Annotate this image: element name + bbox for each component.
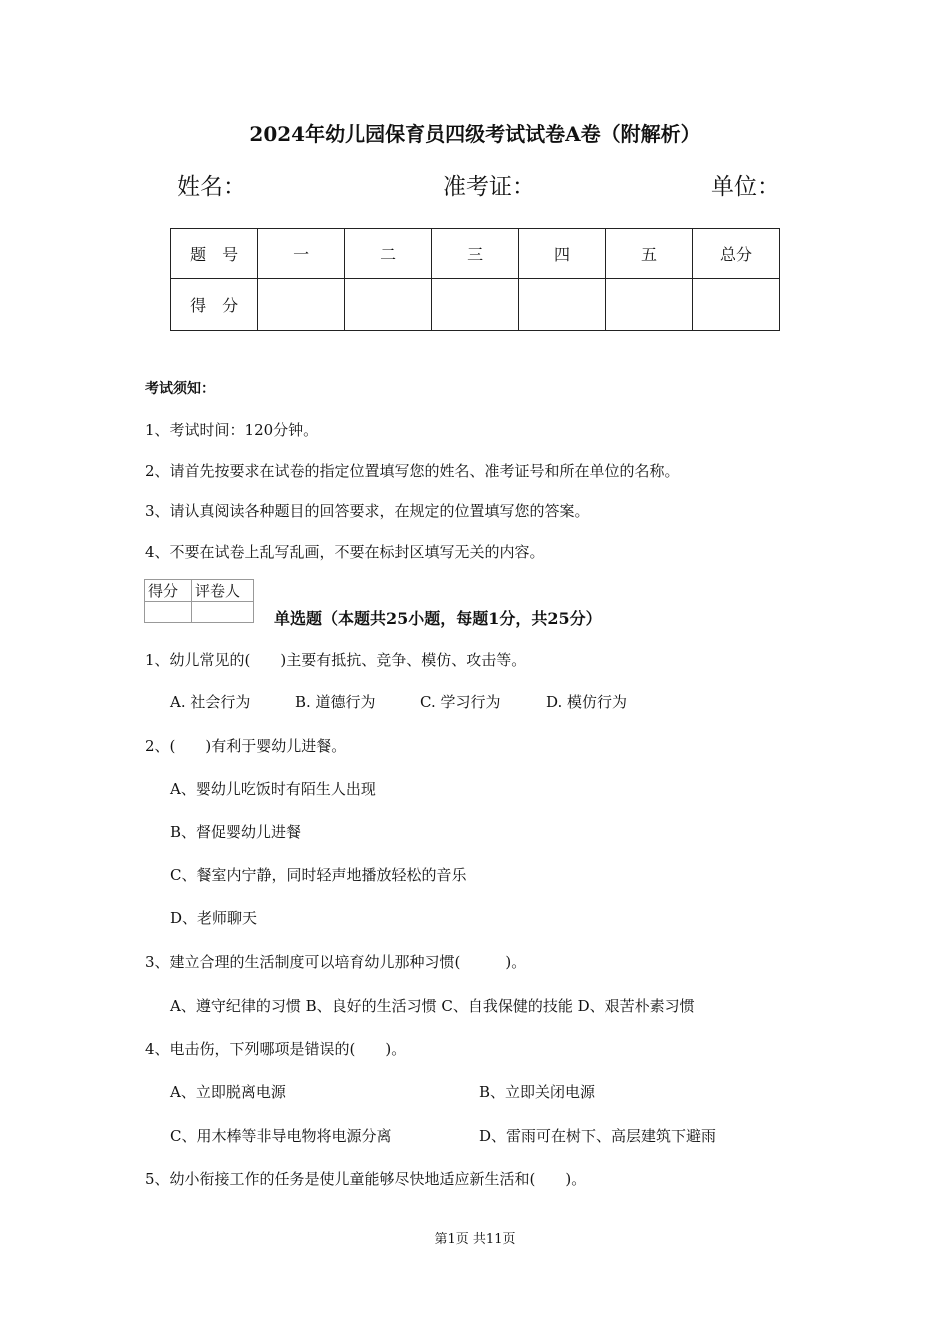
question-stem: 3、建立合理的生活制度可以培育幼儿那种习惯( )。 — [145, 953, 527, 971]
exam-title: 2024年幼儿园保育员四级考试试卷A卷（附解析） — [249, 122, 701, 146]
score-input-cell[interactable] — [432, 279, 519, 331]
option: C、用木棒等非导电物将电源分离 — [170, 1127, 392, 1145]
page-footer: 第1页 共11页 — [434, 1232, 516, 1247]
grader-score-label: 得分 — [145, 580, 192, 602]
option: A、婴幼儿吃饭时有陌生人出现 — [170, 780, 376, 798]
notice-heading: 考试须知： — [145, 381, 215, 397]
grader-box — [144, 579, 254, 623]
option: D、老师聊天 — [170, 909, 258, 927]
notice-item: 2、请首先按要求在试卷的指定位置填写您的姓名、准考证号和所在单位的名称。 — [145, 462, 680, 480]
option: B、督促婴幼儿进餐 — [170, 823, 302, 841]
option: A、遵守纪律的习惯 B、良好的生活习惯 C、自我保健的技能 D、艰苦朴素习惯 — [170, 997, 695, 1015]
header-cell: 题 号 — [171, 229, 258, 279]
header-cell: 三 — [432, 229, 519, 279]
notice-item: 1、考试时间：120分钟。 — [145, 421, 319, 439]
score-input-cell[interactable] — [692, 279, 779, 331]
score-input-cell[interactable] — [606, 279, 693, 331]
score-input-cell[interactable] — [258, 279, 345, 331]
header-cell: 二 — [345, 229, 432, 279]
option: B、立即关闭电源 — [479, 1083, 596, 1101]
header-cell: 五 — [606, 229, 693, 279]
exam-number-field-label: 准考证： — [443, 174, 535, 200]
name-field-label: 姓名： — [177, 174, 246, 200]
header-cell: 一 — [258, 229, 345, 279]
grader-name-cell[interactable] — [192, 602, 254, 623]
score-table-score-row — [171, 279, 780, 331]
option: B. 道德行为 — [295, 693, 376, 711]
notice-item: 4、不要在试卷上乱写乱画，不要在标封区填写无关的内容。 — [145, 543, 545, 561]
grader-name-label: 评卷人 — [192, 580, 254, 602]
option: D. 模仿行为 — [546, 693, 628, 711]
option: C、餐室内宁静，同时轻声地播放轻松的音乐 — [170, 866, 467, 884]
score-table-header-row — [171, 229, 780, 279]
option: D、雷雨可在树下、高层建筑下避雨 — [479, 1127, 717, 1145]
question-stem: 1、幼儿常见的( )主要有抵抗、竞争、模仿、攻击等。 — [145, 651, 527, 669]
question-stem: 2、( )有利于婴幼儿进餐。 — [145, 737, 347, 755]
question-stem: 4、电击伤，下列哪项是错误的( )。 — [145, 1040, 407, 1058]
score-label-cell: 得 分 — [171, 279, 258, 331]
header-cell: 总分 — [692, 229, 779, 279]
score-input-cell[interactable] — [345, 279, 432, 331]
option: C. 学习行为 — [420, 693, 501, 711]
notice-item: 3、请认真阅读各种题目的回答要求，在规定的位置填写您的答案。 — [145, 502, 590, 520]
option: A. 社会行为 — [170, 693, 251, 711]
header-cell: 四 — [519, 229, 606, 279]
unit-field-label: 单位： — [711, 174, 780, 200]
question-stem: 5、幼小衔接工作的任务是使儿童能够尽快地适应新生活和( )。 — [145, 1170, 587, 1188]
score-table — [170, 228, 780, 331]
grader-score-cell[interactable] — [145, 602, 192, 623]
option: A、立即脱离电源 — [170, 1083, 286, 1101]
score-input-cell[interactable] — [519, 279, 606, 331]
section-title: 单选题（本题共25小题，每题1分，共25分） — [274, 609, 602, 628]
